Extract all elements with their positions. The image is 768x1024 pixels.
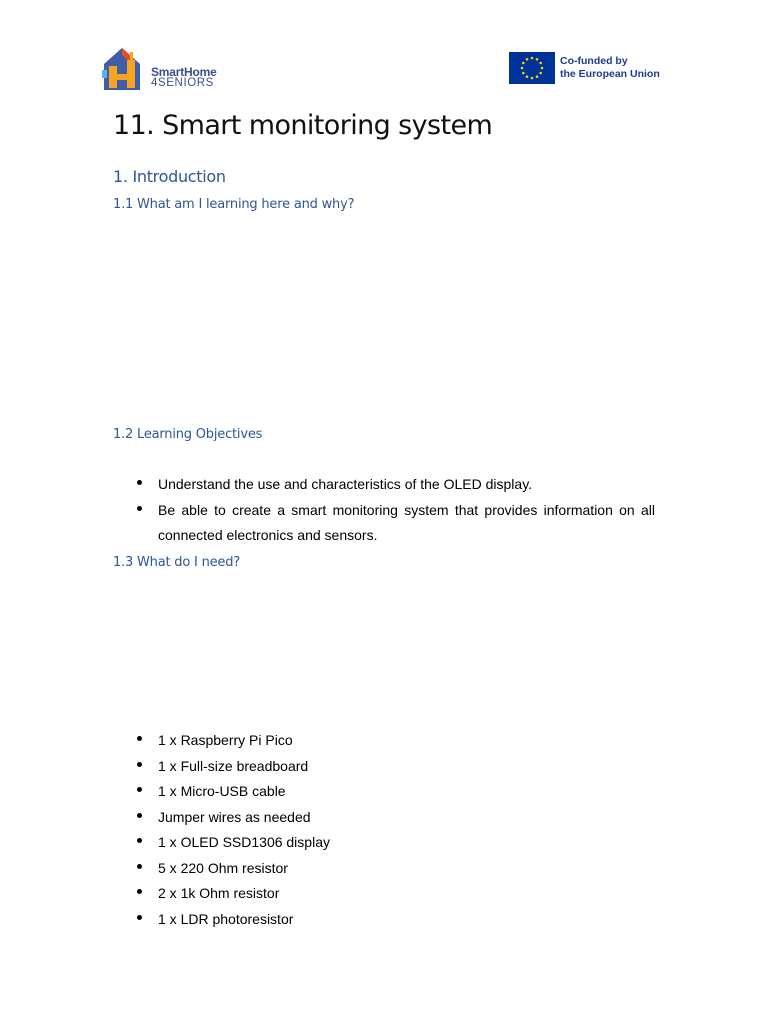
list-item: 1 x Micro-USB cable (113, 779, 513, 805)
eu-funding-text (560, 55, 660, 81)
eu-text-line2: the European Union (560, 68, 660, 80)
house-logo-icon (100, 46, 148, 92)
list-item: 1 x Full-size breadboard (113, 754, 513, 780)
learning-objectives-list (113, 472, 655, 549)
list-item: 1 x Raspberry Pi Pico (113, 728, 513, 754)
subheading-learning-objectives: 1.2 Learning Objectives (113, 427, 263, 442)
brand-subtitle: 4SENIORS (151, 77, 214, 89)
section-heading-introduction: 1. Introduction (113, 167, 226, 186)
materials-list (113, 728, 513, 932)
page-title: 11. Smart monitoring system (113, 110, 493, 141)
eu-text-line1: Co-funded by (560, 55, 628, 67)
list-item: Understand the use and characteristics of the OLED display. (113, 472, 655, 497)
list-item: 2 x 1k Ohm resistor (113, 881, 513, 907)
subheading-what-am-i-learning: 1.1 What am I learning here and why? (113, 197, 355, 212)
eu-funding-logo (509, 52, 659, 86)
list-item: 5 x 220 Ohm resistor (113, 856, 513, 882)
eu-flag-icon (509, 52, 555, 84)
list-item: 1 x LDR photoresistor (113, 907, 513, 933)
list-item: 1 x OLED SSD1306 display (113, 830, 513, 856)
list-item: Be able to create a smart monitoring system that provides information on all connected electronics and sensors. (113, 498, 655, 548)
list-item: Jumper wires as needed (113, 805, 513, 831)
smarthome-logo (100, 46, 240, 92)
subheading-what-do-i-need: 1.3 What do I need? (113, 555, 240, 570)
brand-name: SmartHome (151, 65, 217, 79)
